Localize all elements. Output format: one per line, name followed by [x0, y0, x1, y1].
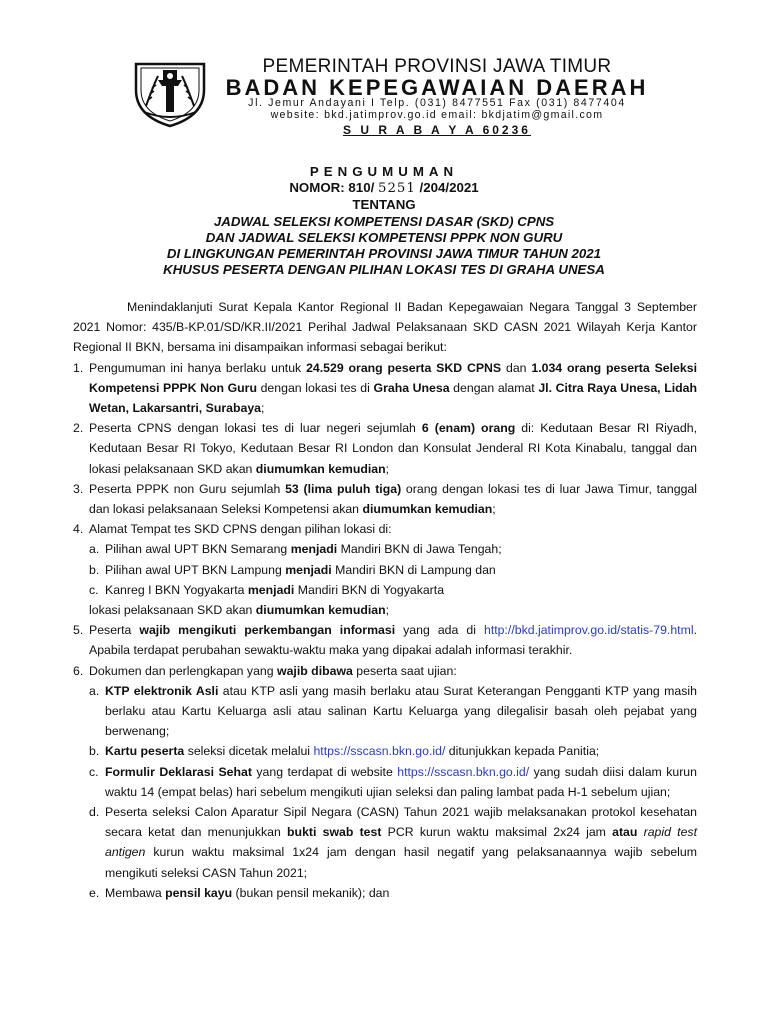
list-item-4: 4. Alamat Tempat tes SKD CPNS dengan pilihan lokasi di: — [73, 522, 392, 537]
title-tentang: TENTANG — [352, 197, 416, 213]
handwritten-number: 5251 — [377, 181, 416, 197]
intro-paragraph: Menindaklanjuti Surat Kepala Kantor Regional II Badan Kepegawaian Negara Tanggal 3 September 2021 Nomor: 435/B-KP.01/SD/KR.II/2021 Perihal Jadwal Pelaksanaan SKD CASN 2021 Wilayah Kerja Kantor Regional II BKN, bersama ini disampaikan informasi sebagai berikut: — [73, 300, 697, 355]
announcement-body — [73, 297, 697, 903]
list-item-6a: a. KTP elektronik Asli atau KTP asli yang masih berlaku atau Surat Keterangan Pengganti KTP yang masih berlaku atau Kartu Keluarga asli atau salinan Kartu Keluarga yang dilegalisir basah oleh pejabat yang berwenang; — [89, 683, 697, 739]
list-item-6e: e. Membawa pensil kayu (bukan pensil mekanik); dan — [89, 885, 390, 900]
list-item-5: 5. Peserta wajib mengikuti perkembangan informasi yang ada di http://bkd.jatimprov.go.id/statis-79.html. Apabila terdapat perubahan sewaktu-waktu maka yang dipakai adalah informasi terakhir. — [73, 623, 697, 658]
list-item-6b: b. Kartu peserta seleksi dicetak melalui https://sscasn.bkn.go.id/ ditunjukkan kepada Panitia; — [89, 744, 600, 759]
list-item-4c: c. Kanreg I BKN Yogyakarta menjadi Mandiri BKN di Yogyakarta — [89, 582, 445, 597]
list-item-2: 2. Peserta CPNS dengan lokasi tes di luar negeri sejumlah 6 (enam) orang di: Kedutaan Besar RI Riyadh, Kedutaan Besar RI Tokyo, Kedutaan Besar RI London dan Konsulat Jenderal RI Kota Kinabalu, tanggal dan lokasi pelaksanaan SKD akan diumumkan kemudian; — [73, 421, 697, 476]
title-heading: PENGUMUMAN — [309, 164, 459, 179]
sscasn-link[interactable]: https://sscasn.bkn.go.id/ — [397, 764, 530, 779]
title-line-4: KHUSUS PESERTA DENGAN PILIHAN LOKASI TES DI GRAHA UNESA — [163, 262, 605, 278]
title-line-3: DI LINGKUNGAN PEMERINTAH PROVINSI JAWA TIMUR TAHUN 2021 — [166, 246, 602, 262]
list-item-6c: c. Formulir Deklarasi Sehat yang terdapat di website https://sscasn.bkn.go.id/ yang sudah diisi dalam kurun waktu 14 (empat belas) hari sebelum mengikuti ujian seleksi dan paling lambat pada H-1 sebelum ujian; — [89, 764, 697, 799]
letterhead-government: PEMERINTAH PROVINSI JAWA TIMUR — [262, 56, 612, 77]
list-item-4b: b. Pilihan awal UPT BKN Lampung menjadi Mandiri BKN di Lampung dan — [89, 562, 496, 577]
letterhead-agency: BADAN KEPEGAWAIAN DAERAH — [225, 75, 649, 100]
title-line-2: DAN JADWAL SELEKSI KOMPETENSI PPPK NON GURU — [205, 229, 563, 245]
bkd-info-link[interactable]: http://bkd.jatimprov.go.id/statis-79.html — [483, 623, 694, 638]
list-item-3: 3. Peserta PPPK non Guru sejumlah 53 (lima puluh tiga) orang dengan lokasi tes di luar Jawa Timur, tanggal dan lokasi pelaksanaan Seleksi Kompetensi akan diumumkan kemudian; — [73, 481, 697, 517]
list-item-6d: d. Peserta seleksi Calon Aparatur Sipil Negara (CASN) Tahun 2021 wajib melaksanakan protokol kesehatan secara ketat dan menunjukkan bukti swab test PCR kurun waktu maksimal 2x24 jam atau rapid test antigen kurun waktu maksimal 1x24 jam dengan hasil negatif yang pelaksanaannya wajib sebelum mengikuti seleksi CASN Tahun 2021; — [89, 805, 697, 880]
list-item-4-continuation: lokasi pelaksanaan SKD akan diumumkan kemudian; — [89, 603, 390, 618]
list-item-1: 1. Pengumuman ini hanya berlaku untuk 24.529 orang peserta SKD CPNS dan 1.034 orang peserta Seleksi Kompetensi PPPK Non Guru dengan lokasi tes di Graha Unesa dengan alamat Jl. Citra Raya Unesa, Lidah Wetan, Lakarsantri, Surabaya; — [73, 360, 697, 416]
coat-of-arms-logo — [128, 56, 212, 128]
list-item-6: 6. Dokumen dan perlengkapan yang wajib dibawa peserta saat ujian: — [73, 663, 457, 678]
title-line-1: JADWAL SELEKSI KOMPETENSI DASAR (SKD) CPNS — [213, 213, 555, 229]
letterhead-address: Jl. Jemur Andayani I Telp. (031) 8477551 Fax (031) 8477404 — [248, 97, 626, 109]
letterhead-city: S U R A B A Y A 60236 — [343, 123, 531, 137]
letterhead-contact: website: bkd.jatimprov.go.id email: bkdjatim@gmail.com — [270, 109, 604, 121]
title-number: NOMOR: 810/ 5251 /204/2021 — [289, 180, 479, 197]
list-item-4a: a. Pilihan awal UPT BKN Semarang menjadi Mandiri BKN di Jawa Tengah; — [89, 542, 502, 557]
announcement-title — [0, 164, 768, 278]
sscasn-link[interactable]: https://sscasn.bkn.go.id/ — [313, 744, 446, 759]
